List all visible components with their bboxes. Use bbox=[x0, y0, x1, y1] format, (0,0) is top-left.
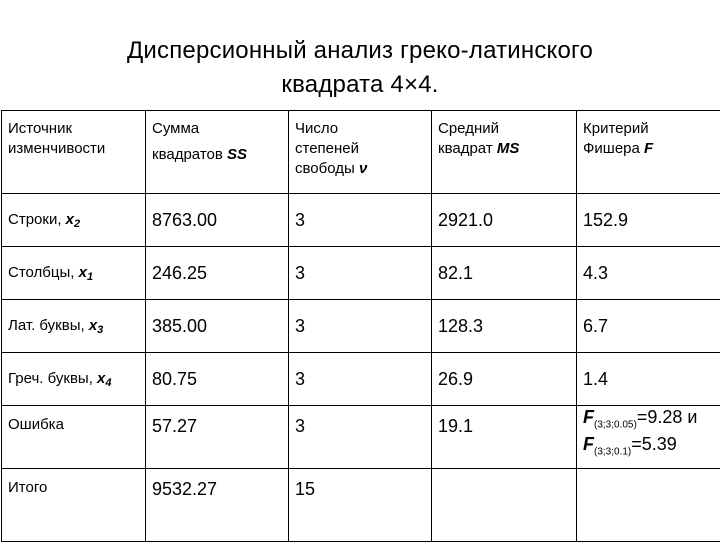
ms-cell: 128.3 bbox=[432, 300, 577, 353]
header-df: Число степеней свободы ν bbox=[289, 111, 432, 194]
error-row bbox=[2, 406, 720, 469]
anova-table bbox=[1, 110, 720, 542]
df-cell: 3 bbox=[289, 247, 432, 300]
ms-cell: 2921.0 bbox=[432, 194, 577, 247]
table-row bbox=[2, 300, 720, 353]
total-row bbox=[2, 469, 720, 542]
df-cell: 3 bbox=[289, 353, 432, 406]
header-source: Источник изменчивости bbox=[2, 111, 146, 194]
source-cell: Ошибка bbox=[2, 406, 146, 469]
ms-cell: 26.9 bbox=[432, 353, 577, 406]
source-cell: Греч. буквы, $x_4$ bbox=[2, 353, 146, 406]
table-row bbox=[2, 353, 720, 406]
ms-cell: 82.1 bbox=[432, 247, 577, 300]
header-row bbox=[2, 111, 720, 194]
source-cell: Строки, $x_2$ bbox=[2, 194, 146, 247]
ms-cell-empty bbox=[432, 469, 577, 542]
page-title bbox=[0, 34, 720, 102]
source-cell: Итого bbox=[2, 469, 146, 542]
df-cell: 15 bbox=[289, 469, 432, 542]
ss-cell: 9532.27 bbox=[146, 469, 289, 542]
f-cell: 4.3 bbox=[577, 247, 720, 300]
df-cell: 3 bbox=[289, 300, 432, 353]
ss-cell: 57.27 bbox=[146, 406, 289, 469]
header-f: Критерий Фишера F bbox=[577, 111, 720, 194]
f-cell: 6.7 bbox=[577, 300, 720, 353]
header-ms: Средний квадрат MS bbox=[432, 111, 577, 194]
df-cell: 3 bbox=[289, 406, 432, 469]
f-critical-cell: $F_{(3;3;0.05)}=9.28$ и $F_{(3;3;0.1)}=5.39$ bbox=[577, 406, 720, 469]
ss-cell: 80.75 bbox=[146, 353, 289, 406]
f-cell: 1.4 bbox=[577, 353, 720, 406]
df-cell: 3 bbox=[289, 194, 432, 247]
source-cell: Лат. буквы, $x_3$ bbox=[2, 300, 146, 353]
title-line-2: квадрата 4×4. bbox=[0, 68, 720, 102]
ms-cell: 19.1 bbox=[432, 406, 577, 469]
source-cell: Столбцы, $x_1$ bbox=[2, 247, 146, 300]
table-row bbox=[2, 247, 720, 300]
ss-cell: 385.00 bbox=[146, 300, 289, 353]
table-row bbox=[2, 194, 720, 247]
header-ss: Сумма квадратов SS bbox=[146, 111, 289, 194]
ss-cell: 246.25 bbox=[146, 247, 289, 300]
ss-cell: 8763.00 bbox=[146, 194, 289, 247]
f-cell-empty bbox=[577, 469, 720, 542]
f-cell: 152.9 bbox=[577, 194, 720, 247]
title-line-1: Дисперсионный анализ греко-латинского bbox=[0, 34, 720, 68]
